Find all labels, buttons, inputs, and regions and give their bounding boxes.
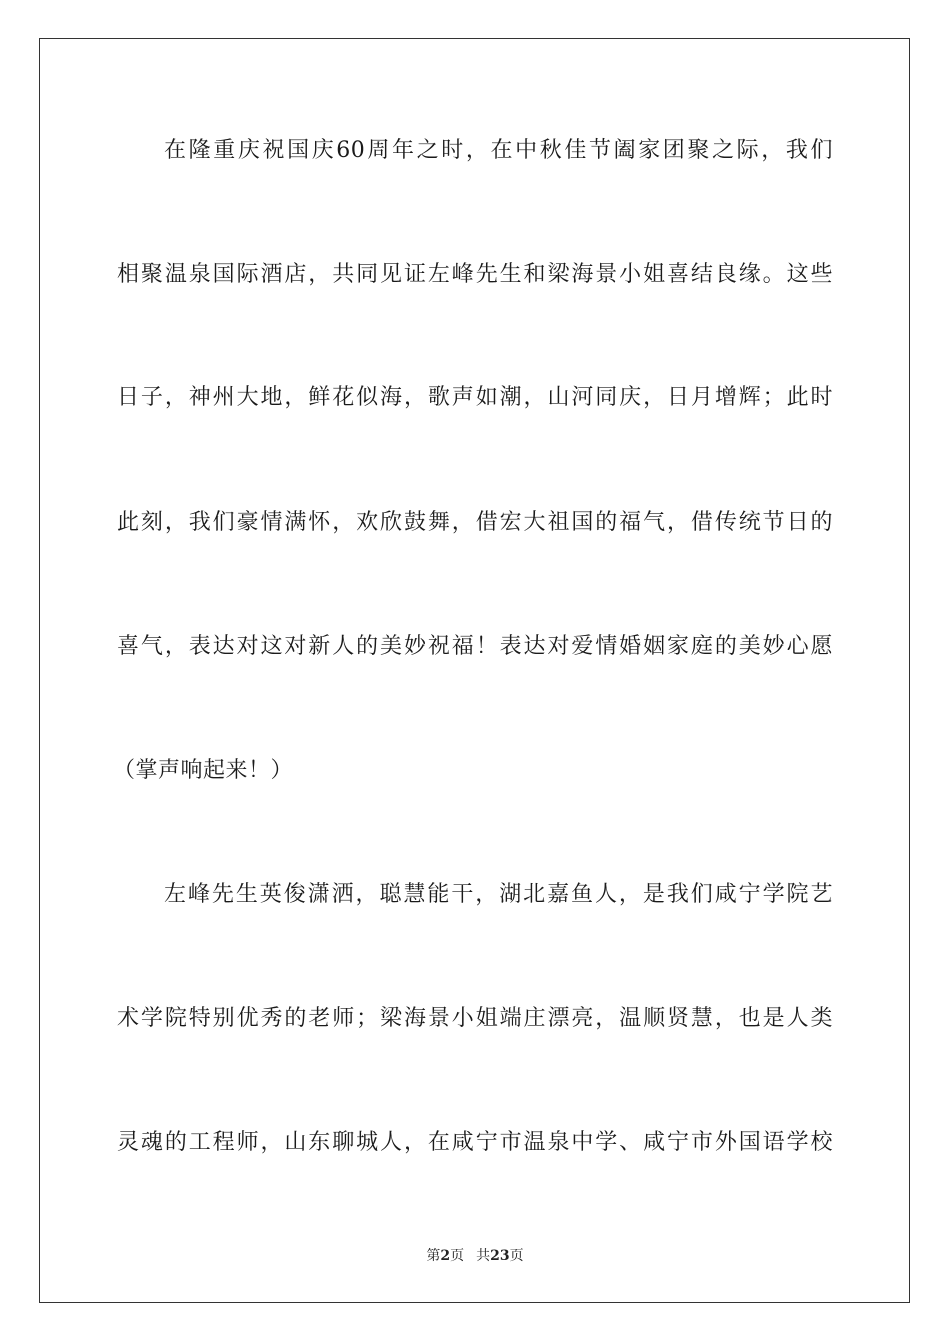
paragraph-1-line-1: 在隆重庆祝国庆60周年之时，在中秋佳节阖家团聚之际，我们 (164, 138, 833, 163)
footer-total-pages: 23 (490, 1248, 510, 1264)
page-footer (0, 1246, 950, 1266)
footer-page-number: 2 (440, 1248, 451, 1264)
footer-page-prefix: 第 (426, 1248, 441, 1264)
footer-total-suffix: 页 (509, 1248, 524, 1264)
paragraph-1-line-5: 喜气，表达对这对新人的美妙祝福！表达对爱情婚姻家庭的美妙心愿 (117, 634, 833, 659)
paragraph-2-line-1: 左峰先生英俊潇洒，聪慧能干，湖北嘉鱼人，是我们咸宁学院艺 (164, 882, 833, 907)
paragraph-1-line-6: （掌声响起来！） (113, 758, 294, 783)
page-frame (39, 38, 910, 1303)
paragraph-1-line-2: 相聚温泉国际酒店，共同见证左峰先生和梁海景小姐喜结良缘。这些 (117, 262, 833, 287)
footer-total-prefix: 共 (476, 1248, 491, 1264)
paragraph-1-line-4: 此刻，我们豪情满怀，欢欣鼓舞，借宏大祖国的福气，借传统节日的 (117, 510, 833, 535)
footer-page-suffix: 页 (450, 1248, 465, 1264)
paragraph-2-line-2: 术学院特别优秀的老师；梁海景小姐端庄漂亮，温顺贤慧，也是人类 (117, 1006, 833, 1031)
paragraph-2-line-3: 灵魂的工程师，山东聊城人，在咸宁市温泉中学、咸宁市外国语学校 (117, 1130, 833, 1155)
paragraph-1-line-3: 日子，神州大地，鲜花似海，歌声如潮，山河同庆，日月增辉；此时 (117, 385, 833, 410)
